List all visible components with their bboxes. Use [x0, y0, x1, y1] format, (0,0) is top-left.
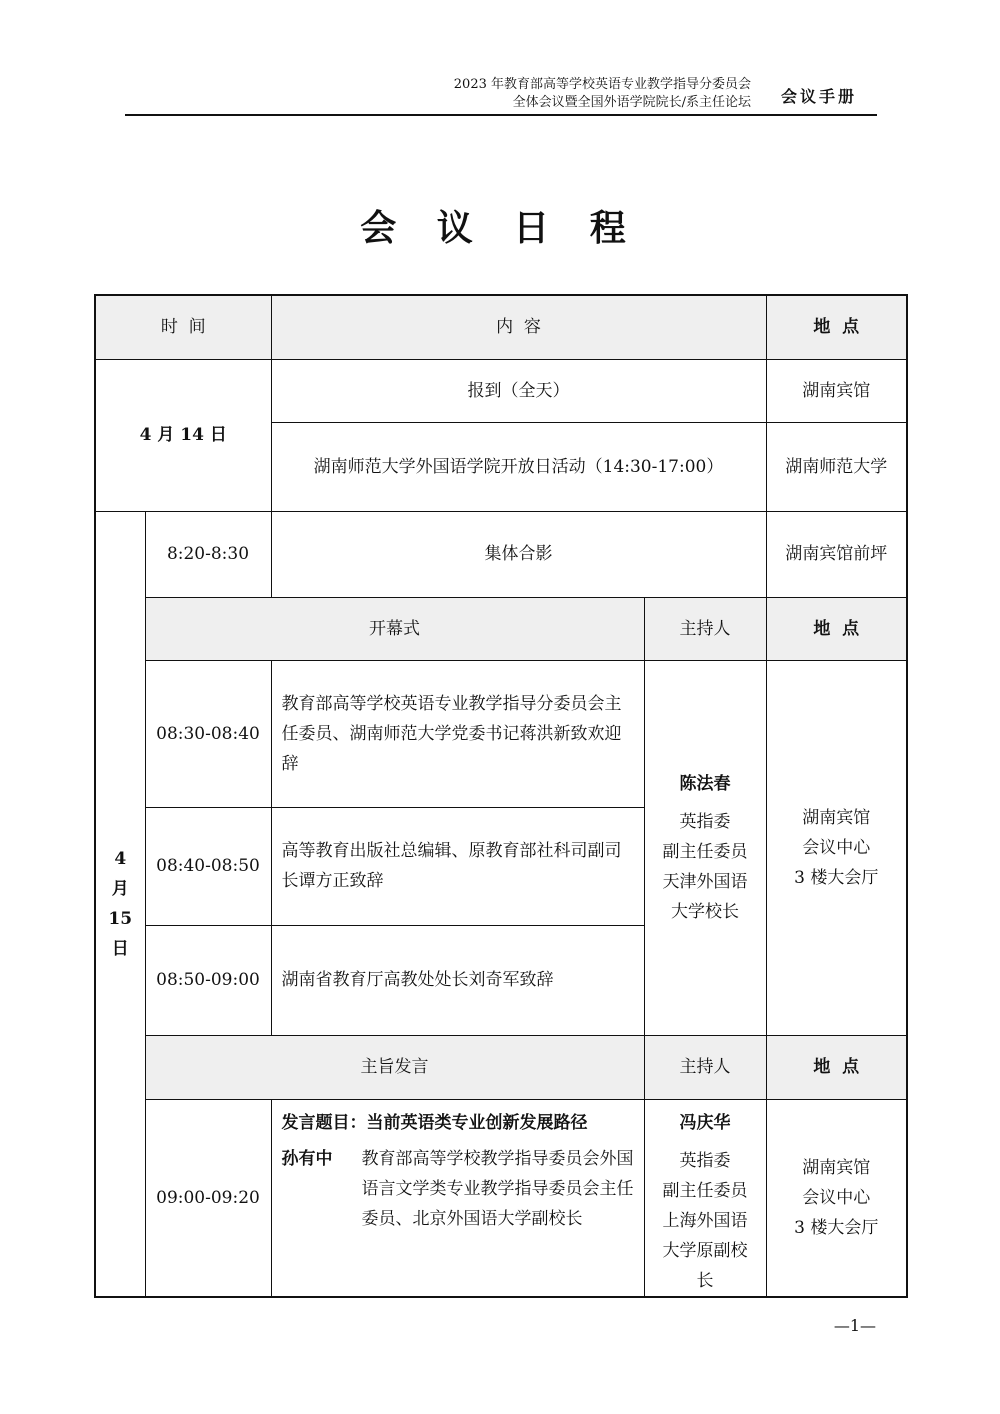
header-rule: [125, 114, 877, 116]
photo-time: 8:20-8:30: [145, 511, 271, 597]
header-place: 地 点: [766, 295, 907, 359]
table-row: [95, 511, 907, 597]
schedule-table: [94, 294, 908, 1298]
photo-content: 集体合影: [271, 511, 766, 597]
opening-content-3: 湖南省教育厅高教处处长刘奇军致辞: [271, 925, 644, 1035]
section-header-row: [95, 1035, 907, 1099]
day2-date: 4 月 15 日: [95, 511, 145, 1297]
opening-time-3: 08:50-09:00: [145, 925, 271, 1035]
keynote-speaker: [282, 1144, 634, 1234]
keynote-topic: 发言题目：当前英语类专业创新发展路径: [281, 1112, 588, 1133]
photo-place: 湖南宾馆前坪: [766, 511, 907, 597]
keynote-host-header: 主持人: [644, 1035, 766, 1099]
keynote-place-header: 地 点: [766, 1035, 907, 1099]
opening-time-2: 08:40-08:50: [145, 807, 271, 925]
day1-checkin-place: 湖南宾馆: [766, 359, 907, 422]
day1-checkin-content: 报到（全天）: [271, 359, 766, 422]
day1-openday-place: 湖南师范大学: [766, 422, 907, 511]
opening-place-header: 地 点: [766, 597, 907, 660]
table-row: [95, 660, 907, 807]
opening-host-header: 主持人: [644, 597, 766, 660]
opening-place: 湖南宾馆 会议中心 3 楼大会厅: [766, 660, 907, 1035]
header-time: 时 间: [95, 295, 271, 359]
day1-date: 4 月 14 日: [95, 359, 271, 511]
table-header-row: [95, 295, 907, 359]
opening-host: 陈法春 英指委 副主任委员 天津外国语 大学校长: [644, 660, 766, 1035]
header-content: 内 容: [271, 295, 766, 359]
page-number: —1—: [833, 1316, 876, 1335]
opening-section-title: 开幕式: [145, 597, 644, 660]
keynote-host: 冯庆华 英指委 副主任委员 上海外国语 大学原副校长: [644, 1099, 766, 1297]
keynote-section-title: 主旨发言: [145, 1035, 644, 1099]
page-title: 会 议 日 程: [360, 207, 640, 249]
table-row: [95, 1099, 907, 1297]
header-tag: 会议手册: [780, 87, 857, 106]
header-title: [454, 76, 751, 112]
keynote-content: [271, 1099, 644, 1297]
opening-host-name: 陈法春: [679, 773, 731, 794]
keynote-place: 湖南宾馆 会议中心 3 楼大会厅: [766, 1099, 907, 1297]
table-row: [95, 359, 907, 422]
section-header-row: [95, 597, 907, 660]
keynote-host-name: 冯庆华: [679, 1112, 731, 1133]
opening-time-1: 08:30-08:40: [145, 660, 271, 807]
keynote-time: 09:00-09:20: [145, 1099, 271, 1297]
opening-content-2: 高等教育出版社总编辑、原教育部社科司副司长谭方正致辞: [271, 807, 644, 925]
keynote-speaker-desc: 教育部高等学校教学指导委员会外国语言文学类专业教学指导委员会主任委员、北京外国语大学副校长: [361, 1148, 634, 1229]
page-header: [125, 72, 877, 116]
day1-openday-content: 湖南师范大学外国语学院开放日活动（14:30-17:00）: [271, 422, 766, 511]
opening-content-1: 教育部高等学校英语专业教学指导分委员会主任委员、湖南师范大学党委书记蒋洪新致欢迎辞: [271, 660, 644, 807]
header-line-2: 全体会议暨全国外语学院院长/系主任论坛: [512, 95, 751, 110]
header-line-1: 2023 年教育部高等学校英语专业教学指导分委员会: [453, 77, 751, 92]
keynote-speaker-name: 孙有中: [281, 1148, 333, 1169]
